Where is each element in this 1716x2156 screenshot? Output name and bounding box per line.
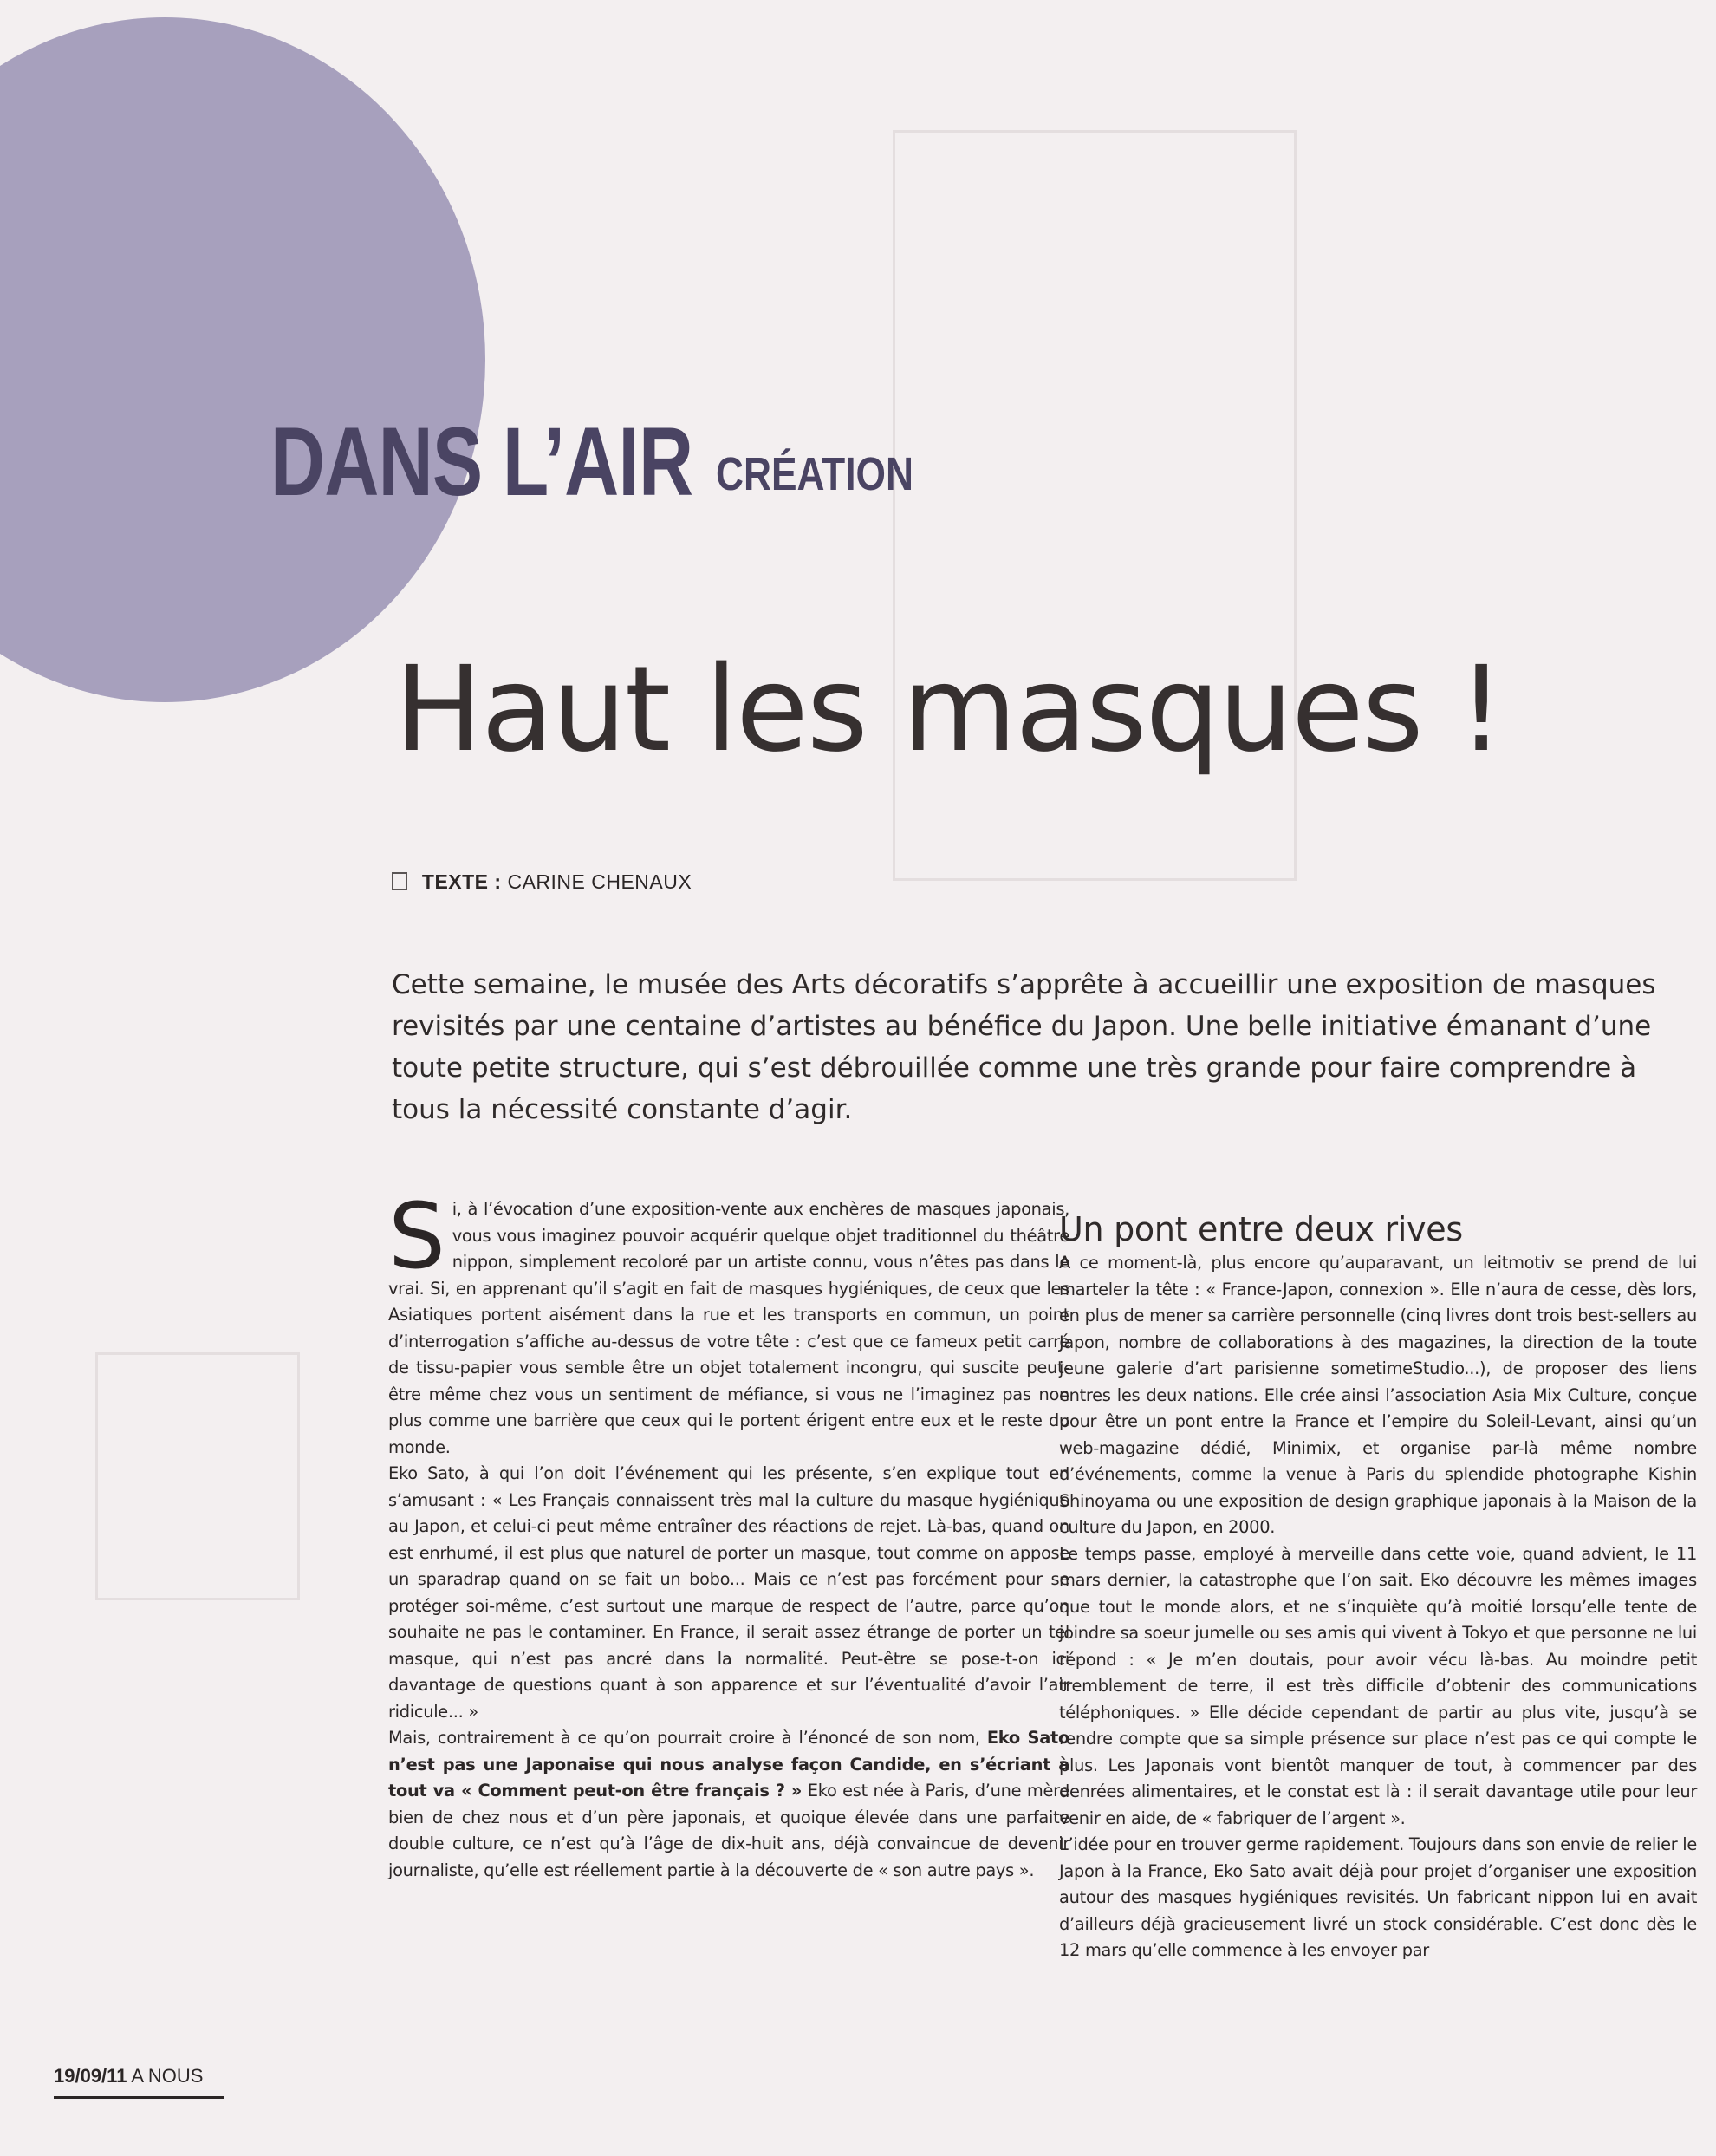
paragraph: Le temps passe, employé à merveille dans cette voie, quand advient, le 11 mars dernier, la catastrophe que l’on sait. Eko découvre les mêmes images que tout le monde alors, et ne s’inquiète qu’à moitié lorsqu’elle tente de joindre sa soeur jumelle ou ses amis qui vivent à Tokyo et que personne ne lui répond : « Je m’en doutais, pour avoir vécu là-bas. Au moindre petit tremblement de terre, il est très difficile d’obtenir des communications téléphoniques. » Elle décide cependant de partir au plus vite, jusqu’à se rendre compte que sa simple présence sur place n’est pas ce qui compte le plus. Les Japonais vont bientôt manquer de tout, à commencer par des denrées alimentaires, et le constat est là : il serait davantage utile pour leur venir en aide, de « fabriquer de l’argent ». xyxy=(1059,1543,1698,1828)
decorative-circle xyxy=(0,17,485,702)
show-through-text xyxy=(537,147,582,298)
page-footer xyxy=(54,2065,203,2088)
section-subtitle: CRÉATION xyxy=(716,448,913,500)
byline-label: TEXTE : xyxy=(421,870,502,893)
article-lede: Cette semaine, le musée des Arts décoratifs s’apprête à accueillir une exposition de masques revisités par une centaine d’artistes au bénéfice du Japon. Une belle initiative émanant d’une toute petite structure, qui s’est débrouillée comme une très grande pour faire comprendre à tous la nécessité constante d’agir. xyxy=(392,969,1656,1125)
highlighted-text: Eko Sato n’est pas une Japonaise qui nous analyse façon Candide, en s’écriant à tout va « Comment peut-on être français ? » xyxy=(388,1728,1069,1801)
byline-author: CARINE CHENAUX xyxy=(507,870,692,893)
magazine-name: A NOUS xyxy=(131,2065,204,2087)
paragraph: Eko Sato, à qui l’on doit l’événement qui les présente, s’en explique tout en s’amusant : « Les Français connaissent très mal la culture du masque hygiénique au Japon, et celui-ci peut même entraîner des réactions de rejet. Là-bas, quand on est enrhumé, il est plus que naturel de porter un masque, tout comme on appose un sparadrap quand on se fait un bobo... Mais ce n’est pas forcément pour se protéger soi-même, c’est surtout une marque de respect de l’autre, parce qu’on souhaite ne pas le contaminer. En France, il serait assez étrange de porter un tel masque, qui n’est pas ancré dans la normalité. Peut-être se pose-t-on ici davantage de questions quant à son apparence et sur l’éventualité d’avoir l’air ridicule... » xyxy=(388,1463,1069,1722)
show-through-frame xyxy=(95,1352,300,1600)
paragraph xyxy=(388,1725,1069,1884)
paragraph-text: Eko est née à Paris, d’une mère bien de chez nous et d’un père japonais, et quoique élevée dans une parfaite double culture, ce n’est qu’à l’âge de dix-huit ans, déjà convaincue de devenir journaliste, qu’elle est réellement partie à la découverte de « son autre pays ». xyxy=(388,1781,1069,1880)
paragraph-text: Mais, contrairement à ce qu’on pourrait croire à l’énoncé de son nom, xyxy=(388,1728,987,1748)
left-column xyxy=(388,1183,1069,1884)
paragraph: L’idée pour en trouver germe rapidement. Toujours dans son envie de relier le Japon à la France, Eko Sato avait déjà pour projet d’organiser une exposition autour des masques hygiéniques revisités. Un fabricant nippon lui en avait d’ailleurs déjà gracieusement livré un stock considérable. C’est donc dès le 12 mars qu’elle commence à les envoyer par xyxy=(1059,1834,1697,1960)
article-headline: Haut les masques ! xyxy=(394,642,1504,778)
right-column xyxy=(1059,1210,1697,1964)
issue-date: 19/09/11 xyxy=(54,2065,127,2087)
subheading: Un pont entre deux rives xyxy=(1059,1210,1463,1248)
drop-cap: S xyxy=(388,1183,445,1289)
document-icon xyxy=(392,872,407,890)
byline xyxy=(392,870,692,894)
paragraph: A ce moment-là, plus encore qu’auparavant, un leitmotiv se prend de lui marteler la tête : « France-Japon, connexion ». Elle n’aura de cesse, dès lors, en plus de mener sa carrière personnelle (cinq livres dont trois best-sellers au Japon, nombre de collaborations à des magazines, la direction de la toute jeune galerie d’art parisienne sometimeStudio...), de proposer des liens entres les deux nations. Elle crée ainsi l’association Asia Mix Culture, conçue pour être un pont entre la France et l’empire du Soleil-Levant, ainsi qu’un web-magazine dédié, Minimix, et organise par-là même nombre d’événements, comme la venue à Paris du splendide photographe Kishin Shinoyama ou une exposition de design graphique japonais à la Maison de la culture du Japon, en 2000. xyxy=(1059,1253,1697,1537)
paragraph-text: i, à l’évocation d’une exposition-vente aux enchères de masques japonais, vous vous imaginez pouvoir acquérir quelque objet traditionnel du théâtre nippon, simplement recoloré par un artiste connu, vous n’êtes pas dans le vrai. Si, en apprenant qu’il s’agit en fait de masques hygiéniques, de ceux que les Asiatiques portent aisément dans la rue et les transports en commun, un point d’interrogation s’affiche au-dessus de votre tête : c’est que ce fameux petit carré de tissu-papier vous semble être un objet totalement incongru, qui suscite peut-être même chez vous un sentiment de méfiance, si vous ne l’imaginez pas non plus comme une barrière que ceux qui le portent érigent entre eux et le reste du monde. xyxy=(388,1199,1069,1457)
footer-rule xyxy=(54,2096,224,2099)
section-title: DANS L’AIR xyxy=(270,407,693,516)
paragraph-intro xyxy=(388,1183,1069,1461)
